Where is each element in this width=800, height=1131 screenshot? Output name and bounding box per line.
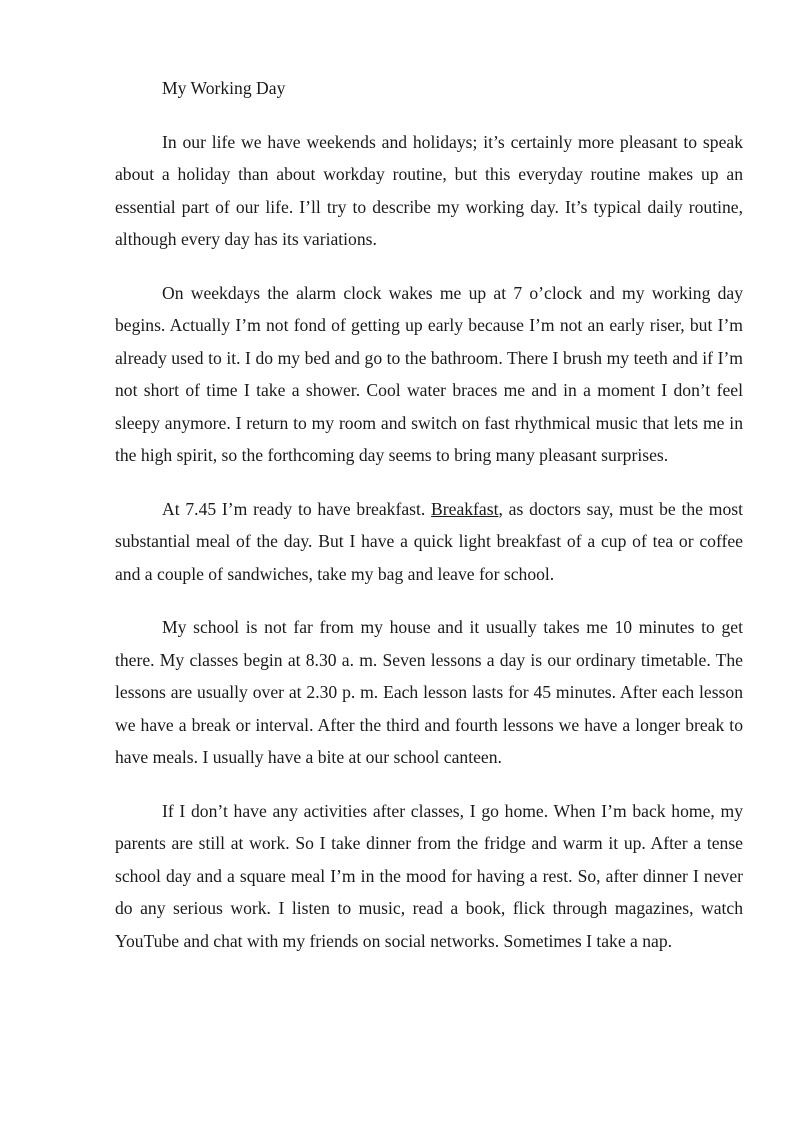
paragraph-breakfast-start: At 7.45 I’m ready to have breakfast. xyxy=(162,498,432,519)
paragraph-school: My school is not far from my house and it usually takes me 10 minutes to get there. My classes begin at 8.30 a. m. Seven lessons a day is our ordinary timetable. The lessons are usually over at 2.30 p. m. Each lesson lasts for 45 minutes. After each lesson we have a break or interval. After the third and fourth lessons we have a longer break to have meals. I usually have a bite at our school canteen. xyxy=(115,617,743,767)
paragraph-afternoon: If I don’t have any activities after classes, I go home. When I’m back home, my parents are still at work. So I take dinner from the fridge and warm it up. After a tense school day and a square meal I’m in the mood for having a rest. So, after dinner I never do any serious work. I listen to music, read a book, flick through magazines, watch YouTube and chat with my friends on social networks. Sometimes I take a nap. xyxy=(115,800,743,951)
breakfast-underlined-word: Breakfast xyxy=(431,498,499,519)
paragraph-breakfast-end: , as doctors say, must be the most substantial meal of the day. But I have a quick light breakfast of a cup of tea or coffee and a couple of sandwiches, take my bag and leave for school. xyxy=(115,498,743,584)
paragraph-weekends: In our life we have weekends and holidays; it’s certainly more pleasant to speak about a holiday than about workday routine, but this everyday routine makes up an essential part of our life. I’ll try to describe my working day. It’s typical daily routine, although every day has its variations. xyxy=(115,131,743,249)
paragraph-breakfast xyxy=(115,493,743,591)
document-body xyxy=(115,72,743,978)
document-title: My Working Day xyxy=(162,78,286,98)
paragraph-morning: On weekdays the alarm clock wakes me up at 7 o’clock and my working day begins. Actually I’m not fond of getting up early because I’m not an early riser, but I’m already used to it. I do my bed and go to the bathroom. There I brush my teeth and if I’m not short of time I take a shower. Cool water braces me and in a moment I don’t feel sleepy anymore. I return to my room and switch on fast rhythmical music that lets me in the high spirit, so the forthcoming day seems to bring many pleasant surprises. xyxy=(115,282,743,465)
